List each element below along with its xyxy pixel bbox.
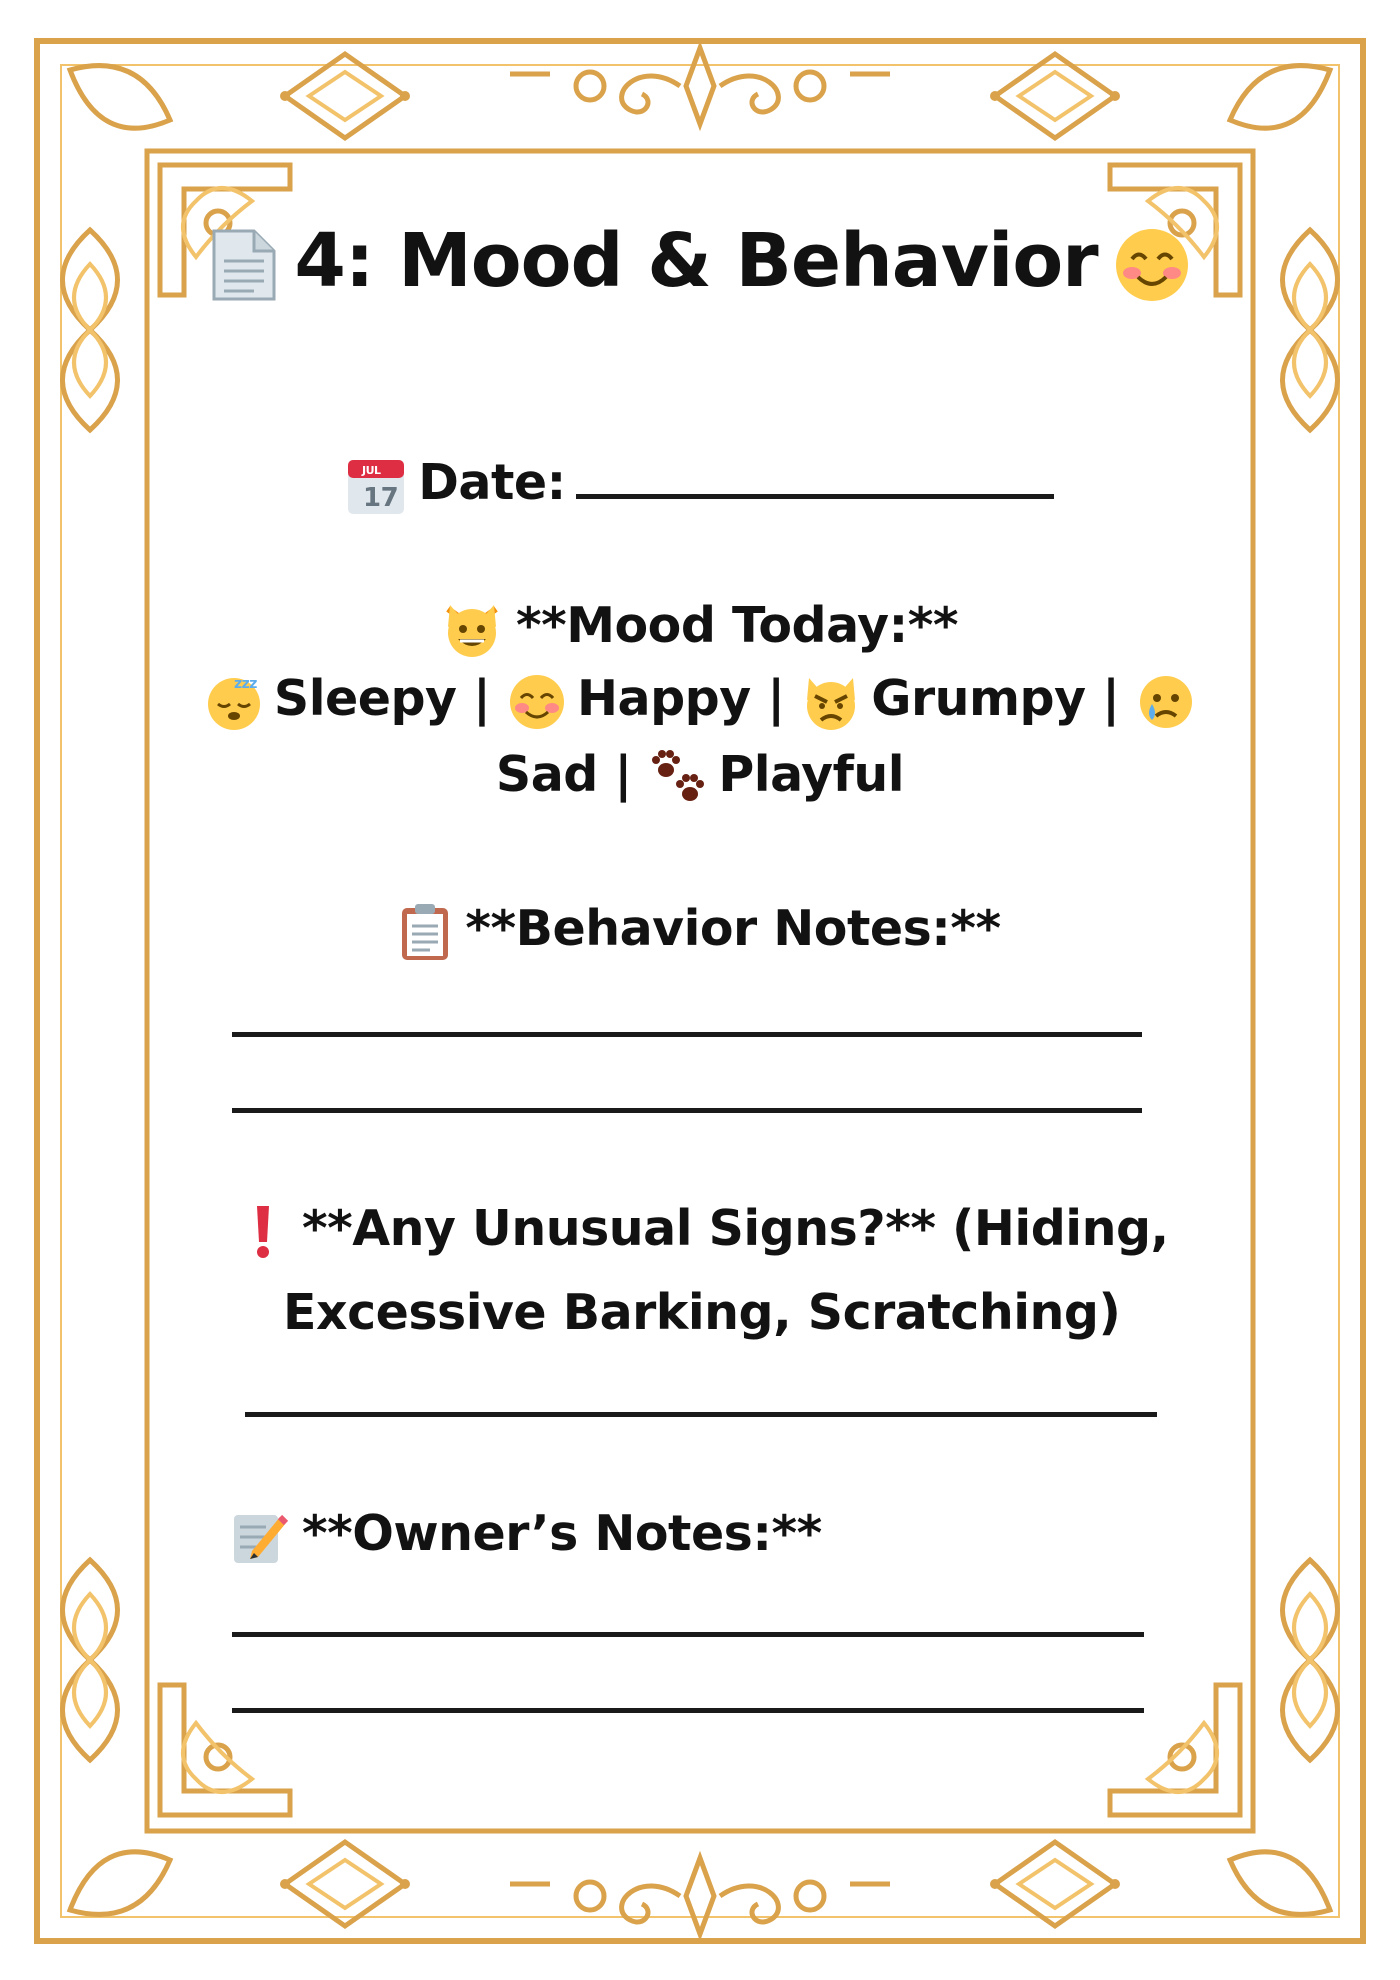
mood-heading: **Mood Today:** (516, 597, 958, 654)
page-title: 4: Mood & Behavior (294, 218, 1098, 304)
mood-separator: | (767, 670, 785, 727)
mood-options-row-1 (0, 670, 1400, 732)
owner-notes-heading-row (232, 1505, 1232, 1565)
date-label: Date: (418, 454, 566, 511)
crying-face-icon (1136, 672, 1196, 732)
behavior-heading-row (0, 900, 1400, 962)
exclamation-mark-icon (254, 1204, 272, 1260)
calendar-icon (346, 456, 406, 516)
unusual-signs-row-1 (254, 1200, 1254, 1260)
svg-text:zzz: zzz (233, 675, 257, 692)
mood-option-playful[interactable]: Playful (718, 746, 905, 803)
mood-separator: | (473, 670, 491, 727)
date-row (0, 446, 1400, 516)
memo-pencil-icon (232, 1509, 288, 1565)
svg-text:JUL: JUL (362, 463, 381, 477)
smiling-face-icon (507, 672, 567, 732)
unusual-signs-line-1: **Any Unusual Signs?** (Hiding, (302, 1200, 1169, 1257)
mood-separator: | (614, 746, 632, 803)
page-facing-up-icon (210, 227, 278, 303)
behavior-heading: **Behavior Notes:** (465, 900, 1001, 957)
mood-separator: | (1102, 670, 1120, 727)
smiling-face-icon (1114, 227, 1190, 303)
behavior-notes-blank-1[interactable] (232, 1032, 1142, 1037)
behavior-notes-blank-2[interactable] (232, 1108, 1142, 1113)
mood-option-happy[interactable]: Happy (577, 670, 751, 727)
grinning-cat-icon (442, 599, 502, 659)
mood-options-row-2 (0, 746, 1400, 808)
mood-option-grumpy[interactable]: Grumpy (871, 670, 1086, 727)
mood-heading-row (0, 597, 1400, 659)
owner-notes-heading: **Owner’s Notes:** (302, 1505, 822, 1562)
pouting-cat-icon (801, 672, 861, 732)
mood-option-sleepy[interactable]: Sleepy (273, 670, 457, 727)
paw-prints-icon (648, 748, 708, 808)
unusual-signs-line-2: Excessive Barking, Scratching) (283, 1284, 1121, 1341)
svg-text:17: 17 (363, 482, 399, 513)
unusual-signs-blank[interactable] (245, 1412, 1157, 1417)
owner-notes-blank-1[interactable] (232, 1632, 1144, 1637)
date-input-blank[interactable] (576, 446, 1054, 499)
page-title-row (0, 218, 1400, 304)
mood-option-sad[interactable]: Sad (495, 746, 598, 803)
sleeping-face-icon (204, 672, 264, 732)
clipboard-icon (399, 902, 451, 962)
owner-notes-blank-2[interactable] (232, 1708, 1144, 1713)
unusual-signs-row-2 (283, 1284, 1283, 1341)
